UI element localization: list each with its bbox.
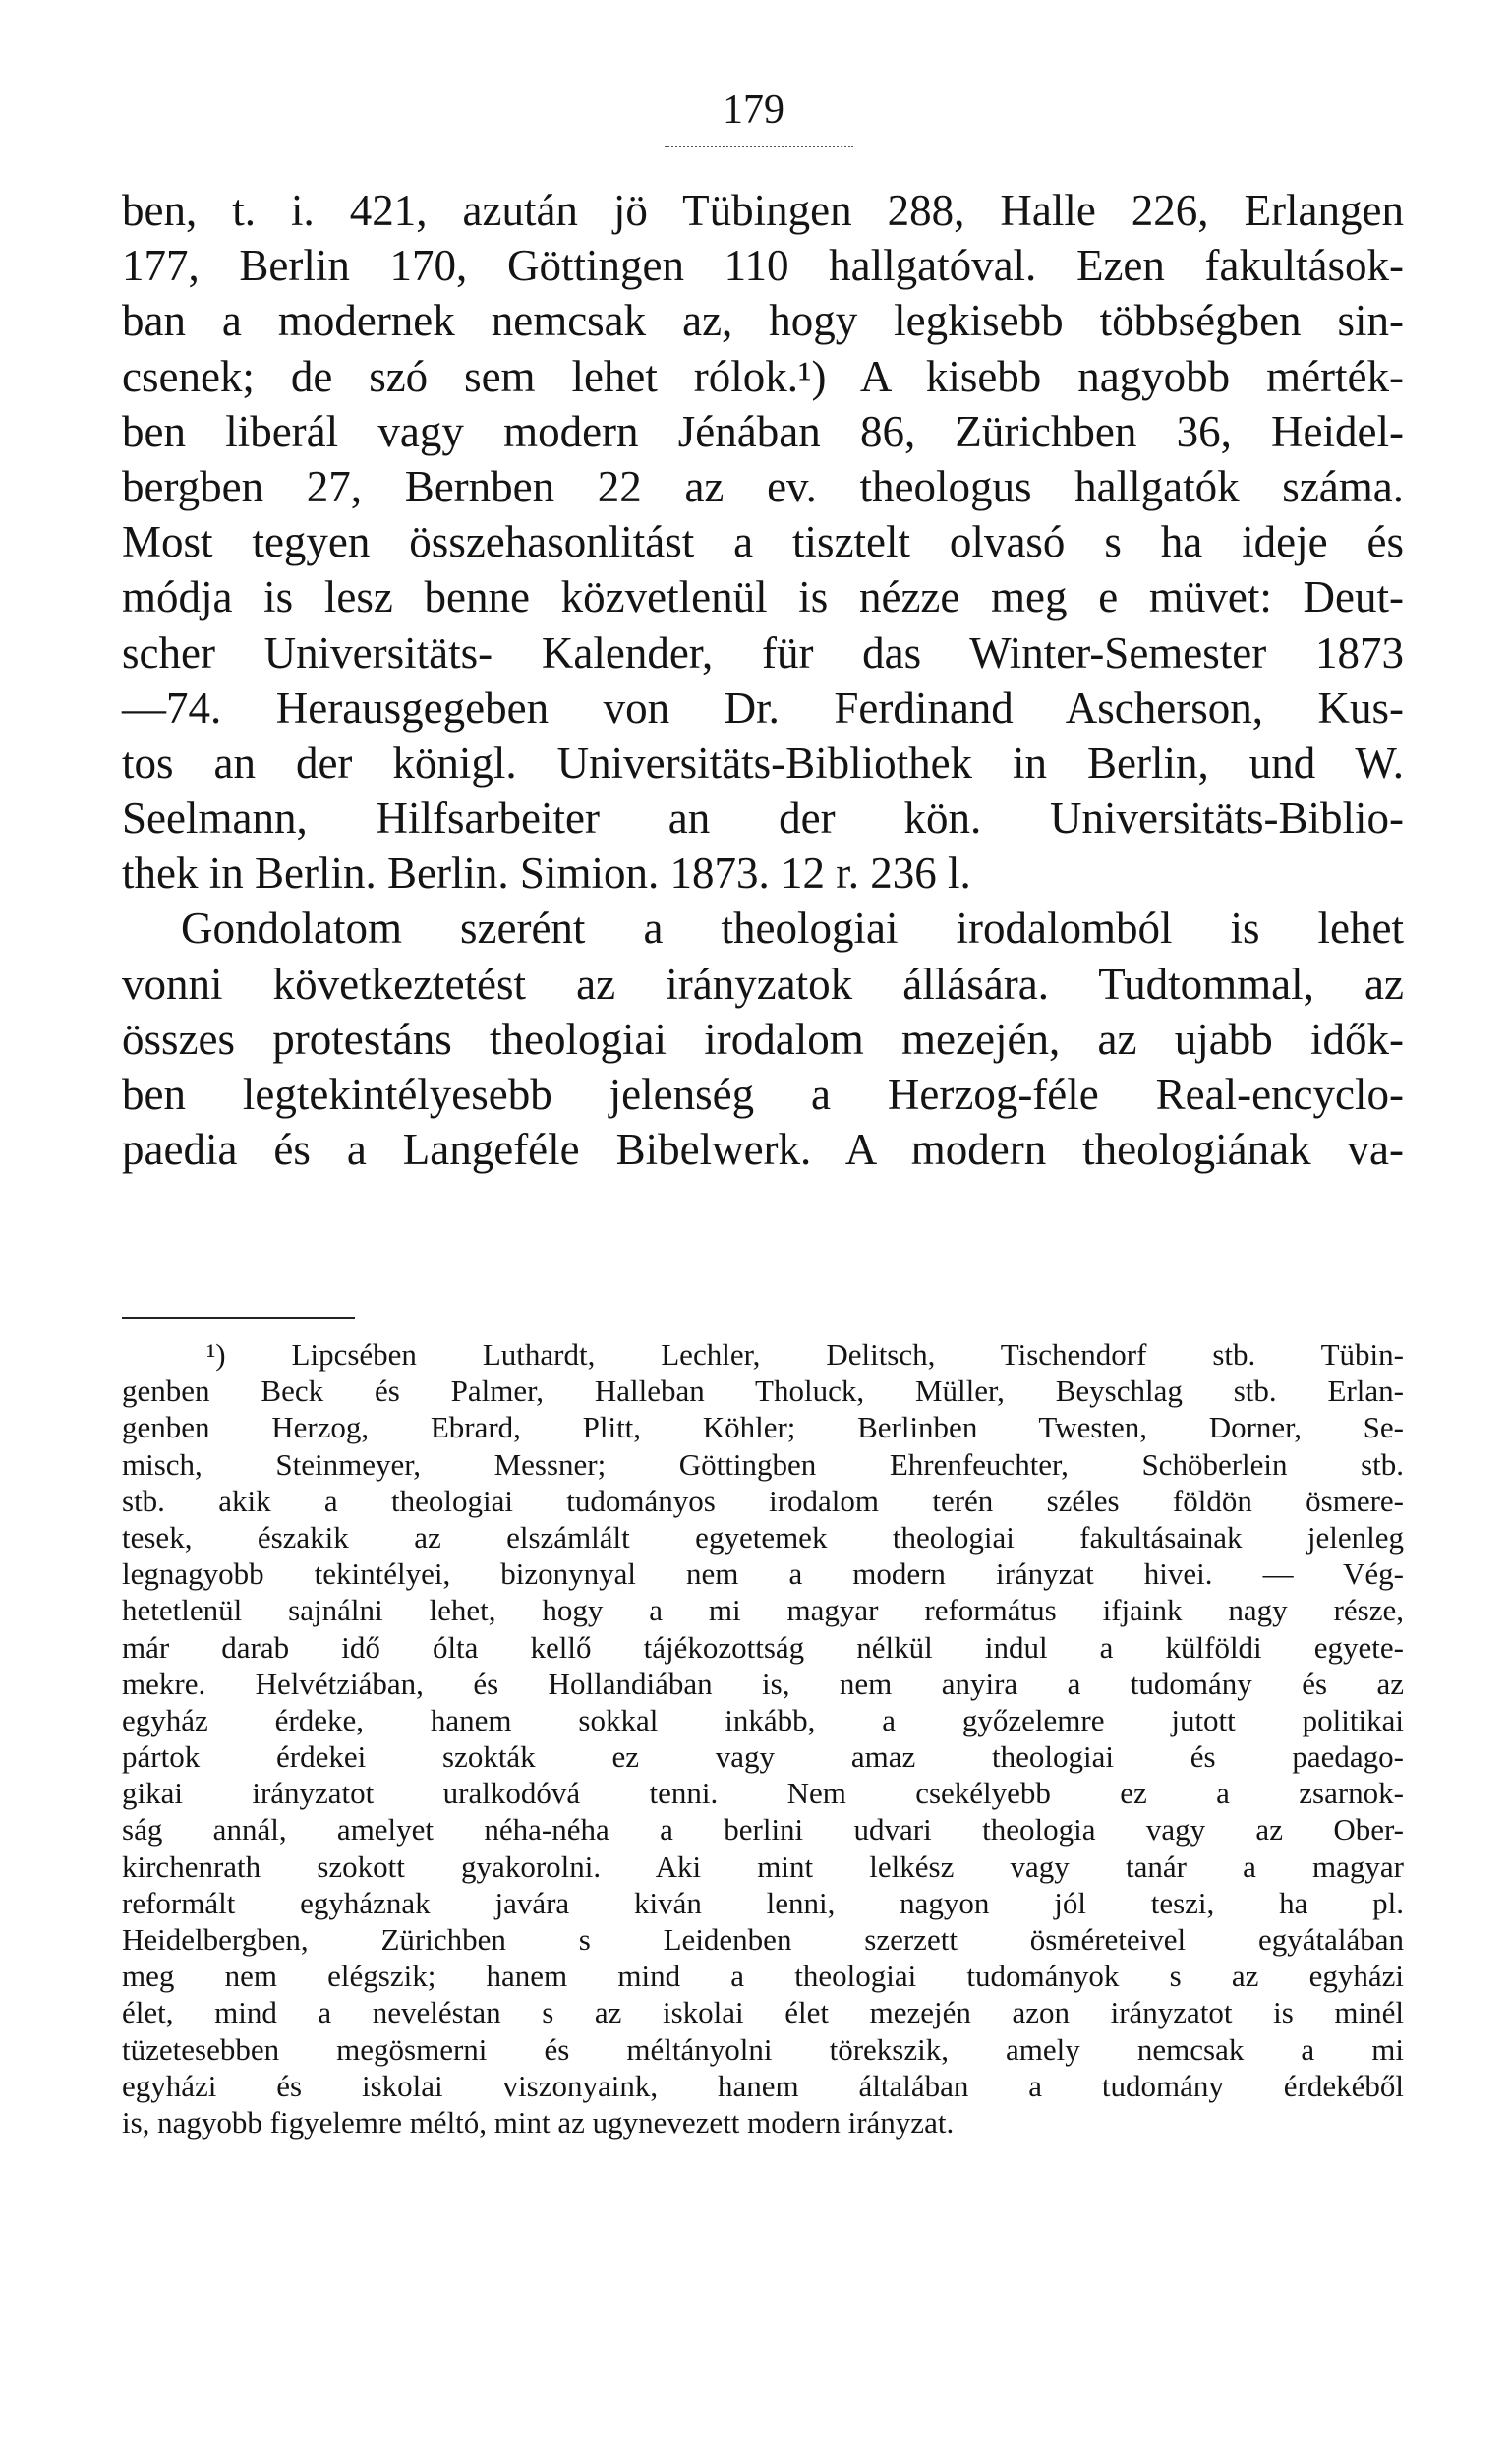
body-line: Gondolatom szerént a theologiai irodalomból is lehet bbox=[181, 904, 1404, 954]
footnote-line: gikai irányzatot uralkodóvá tenni. Nem csekélyebb ez a zsarnok- bbox=[122, 1776, 1404, 1811]
header-ornament-rule bbox=[665, 146, 853, 147]
footnote-line: tesek, északik az elszámlált egyetemek theologiai fakultásainak jelenleg bbox=[122, 1519, 1404, 1555]
footnote-line: élet, mind a neveléstan s az iskolai élet mezején azon irányzatot is minél bbox=[122, 1995, 1404, 2030]
body-line: összes protestáns theologiai irodalom mezején, az ujabb idők- bbox=[122, 1014, 1404, 1064]
footnote-line: meg nem elégszik; hanem mind a theologiai tudományok s az egyházi bbox=[122, 1959, 1404, 1994]
body-text bbox=[122, 183, 1404, 1177]
footnote-line: kirchenrath szokott gyakorolni. Aki mint lelkész vagy tanár a magyar bbox=[122, 1848, 1404, 1884]
footnote-line: hetetlenül sajnálni lehet, hogy a mi magyar református ifjaink nagy része, bbox=[122, 1593, 1404, 1628]
body-line: módja is lesz benne közvetlenül is nézze meg e müvet: Deut- bbox=[122, 572, 1404, 622]
footnotes bbox=[122, 1336, 1404, 2141]
footnote-line: mekre. Helvétziában, és Hollandiában is, nem anyira a tudomány és az bbox=[122, 1666, 1404, 1701]
body-line: 177, Berlin 170, Göttingen 110 hallgatóval. Ezen fakultások- bbox=[122, 241, 1404, 291]
footnote-line: ¹) Lipcsében Luthardt, Lechler, Delitsch, Tischendorf stb. Tübin- bbox=[206, 1337, 1404, 1372]
body-line: tos an der königl. Universitäts-Bibliothek in Berlin, und W. bbox=[122, 737, 1404, 788]
body-line: csenek; de szó sem lehet rólok.¹) A kisebb nagyobb mérték- bbox=[122, 351, 1404, 401]
body-line: paedia és a Langeféle Bibelwerk. A modern theologiának va- bbox=[122, 1125, 1404, 1175]
body-line: ben liberál vagy modern Jénában 86, Zürichben 36, Heidel- bbox=[122, 406, 1404, 456]
body-line: Most tegyen összehasonlitást a tisztelt olvasó s ha ideje és bbox=[122, 517, 1404, 567]
footnote-line: is, nagyobb figyelemre méltó, mint az ugynevezett modern irányzat. bbox=[122, 2104, 955, 2140]
footnote-line: már darab idő ólta kellő tájékozottság nélkül indul a külföldi egyete- bbox=[122, 1629, 1404, 1665]
body-line: thek in Berlin. Berlin. Simion. 1873. 12 r. 236 l. bbox=[122, 849, 971, 899]
body-line: ben legtekintélyesebb jelenség a Herzog-féle Real-encyclo- bbox=[122, 1070, 1404, 1119]
footnote-line: ság annál, amelyet néha-néha a berlini udvari theologia vagy az Ober- bbox=[122, 1812, 1404, 1848]
footnote-separator bbox=[122, 1317, 355, 1319]
footnote-line: genben Beck és Palmer, Halleban Tholuck, Müller, Beyschlag stb. Erlan- bbox=[122, 1374, 1404, 1409]
footnote-line: genben Herzog, Ebrard, Plitt, Köhler; Berlinben Twesten, Dorner, Se- bbox=[122, 1410, 1404, 1445]
footnote-line: tüzetesebben megösmerni és méltányolni törekszik, amely nemcsak a mi bbox=[122, 2031, 1404, 2067]
body-line: Seelmann, Hilfsarbeiter an der kön. Universitäts-Biblio- bbox=[122, 793, 1404, 844]
body-line: scher Universitäts- Kalender, für das Winter-Semester 1873 bbox=[122, 627, 1404, 677]
body-line: —74. Herausgegeben von Dr. Ferdinand Ascherson, Kus- bbox=[122, 682, 1404, 733]
footnote-line: egyház érdeke, hanem sokkal inkább, a győzelemre jutott politikai bbox=[122, 1702, 1404, 1737]
footnote-line: legnagyobb tekintélyei, bizonynyal nem a modern irányzat hivei. — Vég- bbox=[122, 1556, 1404, 1592]
page-number: 179 bbox=[723, 88, 784, 133]
footnote-line: pártok érdekei szokták ez vagy amaz theologiai és paedago- bbox=[122, 1739, 1404, 1775]
body-line: ben, t. i. 421, azután jö Tübingen 288, Halle 226, Erlangen bbox=[122, 186, 1404, 235]
footnote-line: stb. akik a theologiai tudományos irodalom terén széles földön ösmere- bbox=[122, 1483, 1404, 1518]
footnote-line: misch, Steinmeyer, Messner; Göttingben Ehrenfeuchter, Schöberlein stb. bbox=[122, 1446, 1404, 1482]
body-line: ban a modernek nemcsak az, hogy legkisebb többségben sin- bbox=[122, 296, 1404, 346]
body-line: bergben 27, Bernben 22 az ev. theologus hallgatók száma. bbox=[122, 461, 1404, 511]
footnote-line: reformált egyháznak javára kiván lenni, nagyon jól teszi, ha pl. bbox=[122, 1885, 1404, 1920]
footnote-line: egyházi és iskolai viszonyaink, hanem általában a tudomány érdekéből bbox=[122, 2068, 1404, 2103]
body-line: vonni következtetést az irányzatok állására. Tudtommal, az bbox=[122, 959, 1404, 1009]
footnote-line: Heidelbergben, Zürichben s Leidenben szerzett ösméreteivel egyátalában bbox=[122, 1922, 1404, 1957]
